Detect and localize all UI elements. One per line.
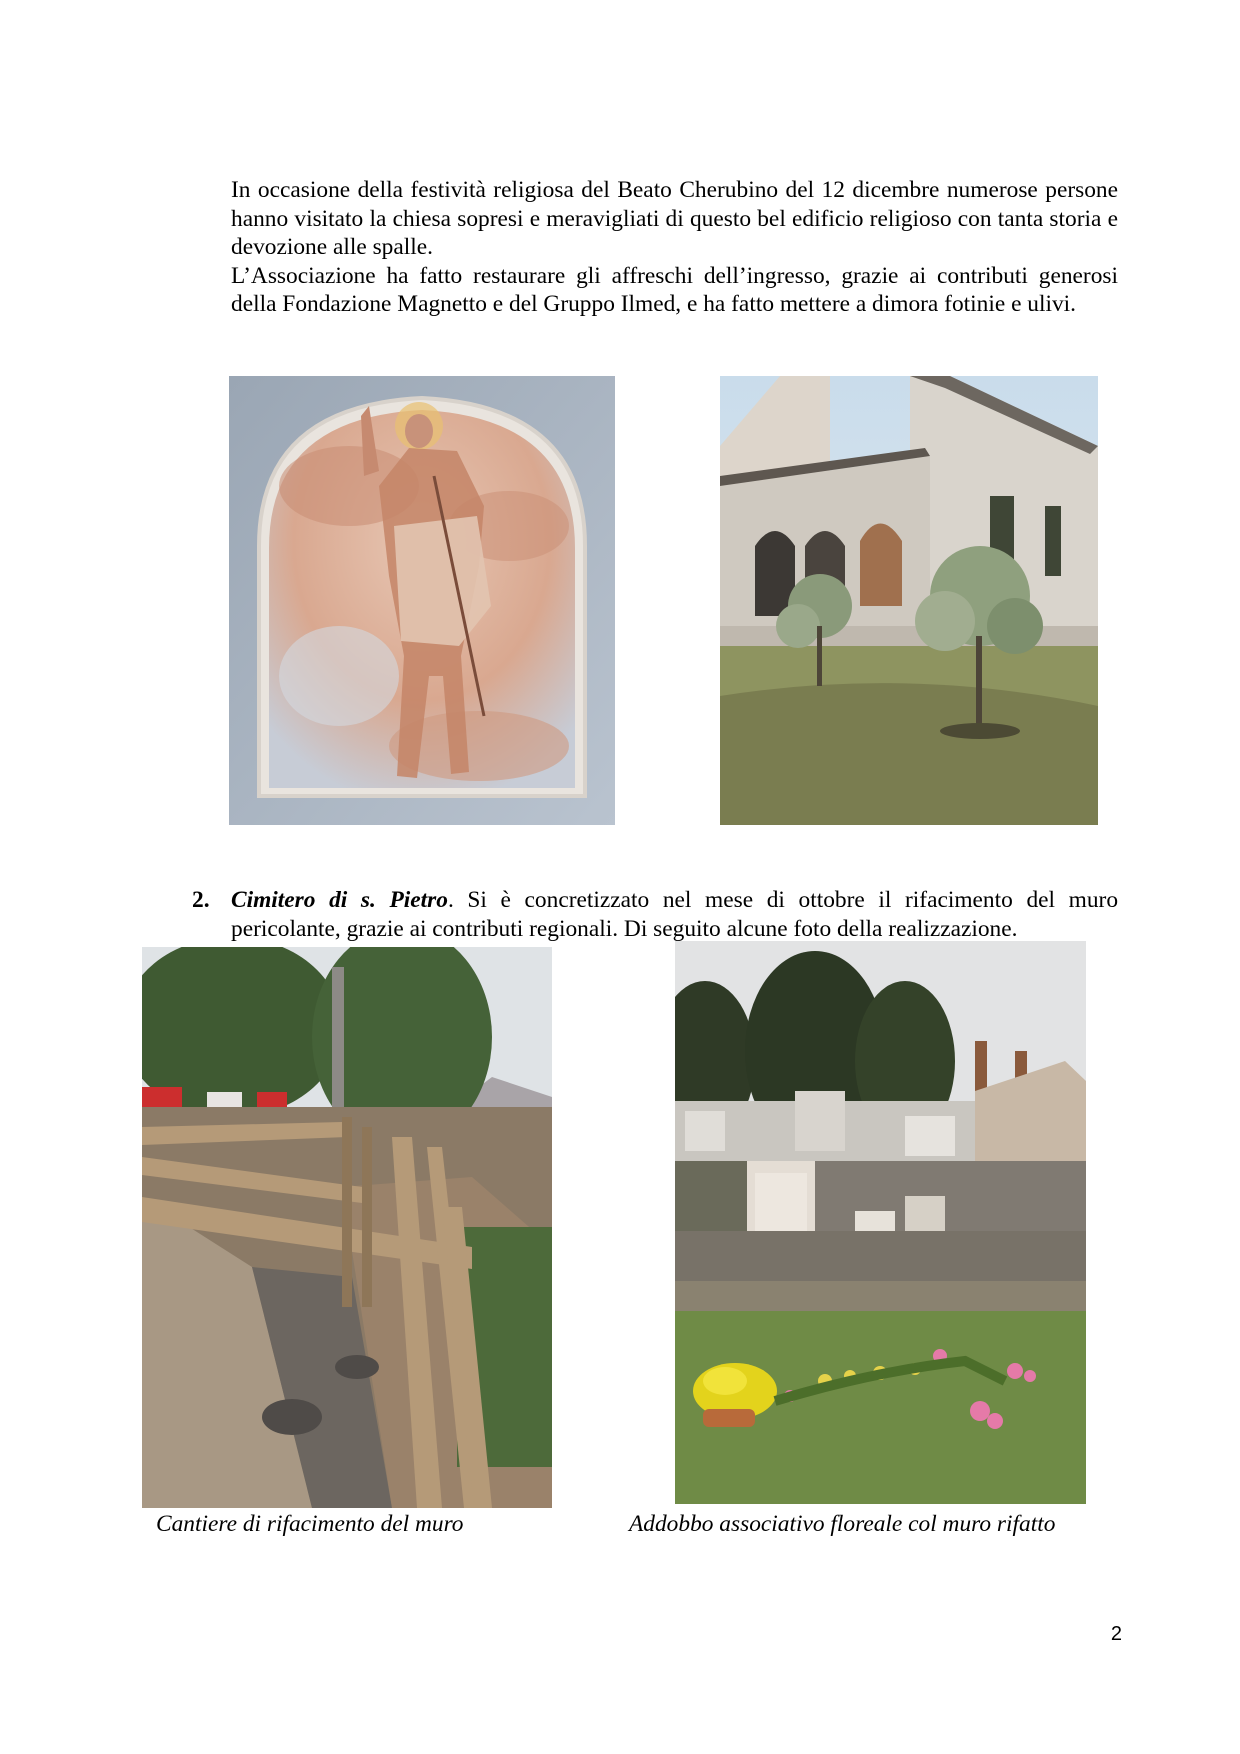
- page-number: 2: [1110, 1623, 1122, 1645]
- intro-paragraph-2: L’Associazione ha fatto restaurare gli affreschi dell’ingresso, grazie ai contributi generosi della Fondazione Magnetto e del Gruppo Ilmed, e ha fatto mettere a dimora fotinie e ulivi.: [231, 262, 1118, 317]
- intro-paragraph-1: In occasione della festività religiosa del Beato Cherubino del 12 dicembre numerose persone hanno visitato la chiesa sopresi e meravigliati di questo bel edificio religioso con tanta storia e devozione alle spalle.: [231, 177, 1118, 260]
- section-text: . Si è concretizzato nel mese di ottobre il rifacimento del muro pericolante, grazie ai contributi regionali. Di seguito alcune foto della realizzazione.: [231, 887, 1119, 942]
- section-cimitero: [192, 886, 1119, 943]
- fresco-photo: [229, 376, 615, 825]
- section-title: Cimitero di s. Pietro: [231, 887, 448, 913]
- construction-photo: [142, 947, 552, 1508]
- church-olive-trees-photo: [720, 376, 1098, 825]
- section-number: 2.: [192, 887, 210, 913]
- cemetery-flowers-photo: [675, 941, 1086, 1504]
- caption-cemetery: Addobbo associativo floreale col muro rifatto: [629, 1511, 1056, 1537]
- caption-construction: Cantiere di rifacimento del muro: [156, 1511, 464, 1537]
- intro-text: [231, 176, 1118, 319]
